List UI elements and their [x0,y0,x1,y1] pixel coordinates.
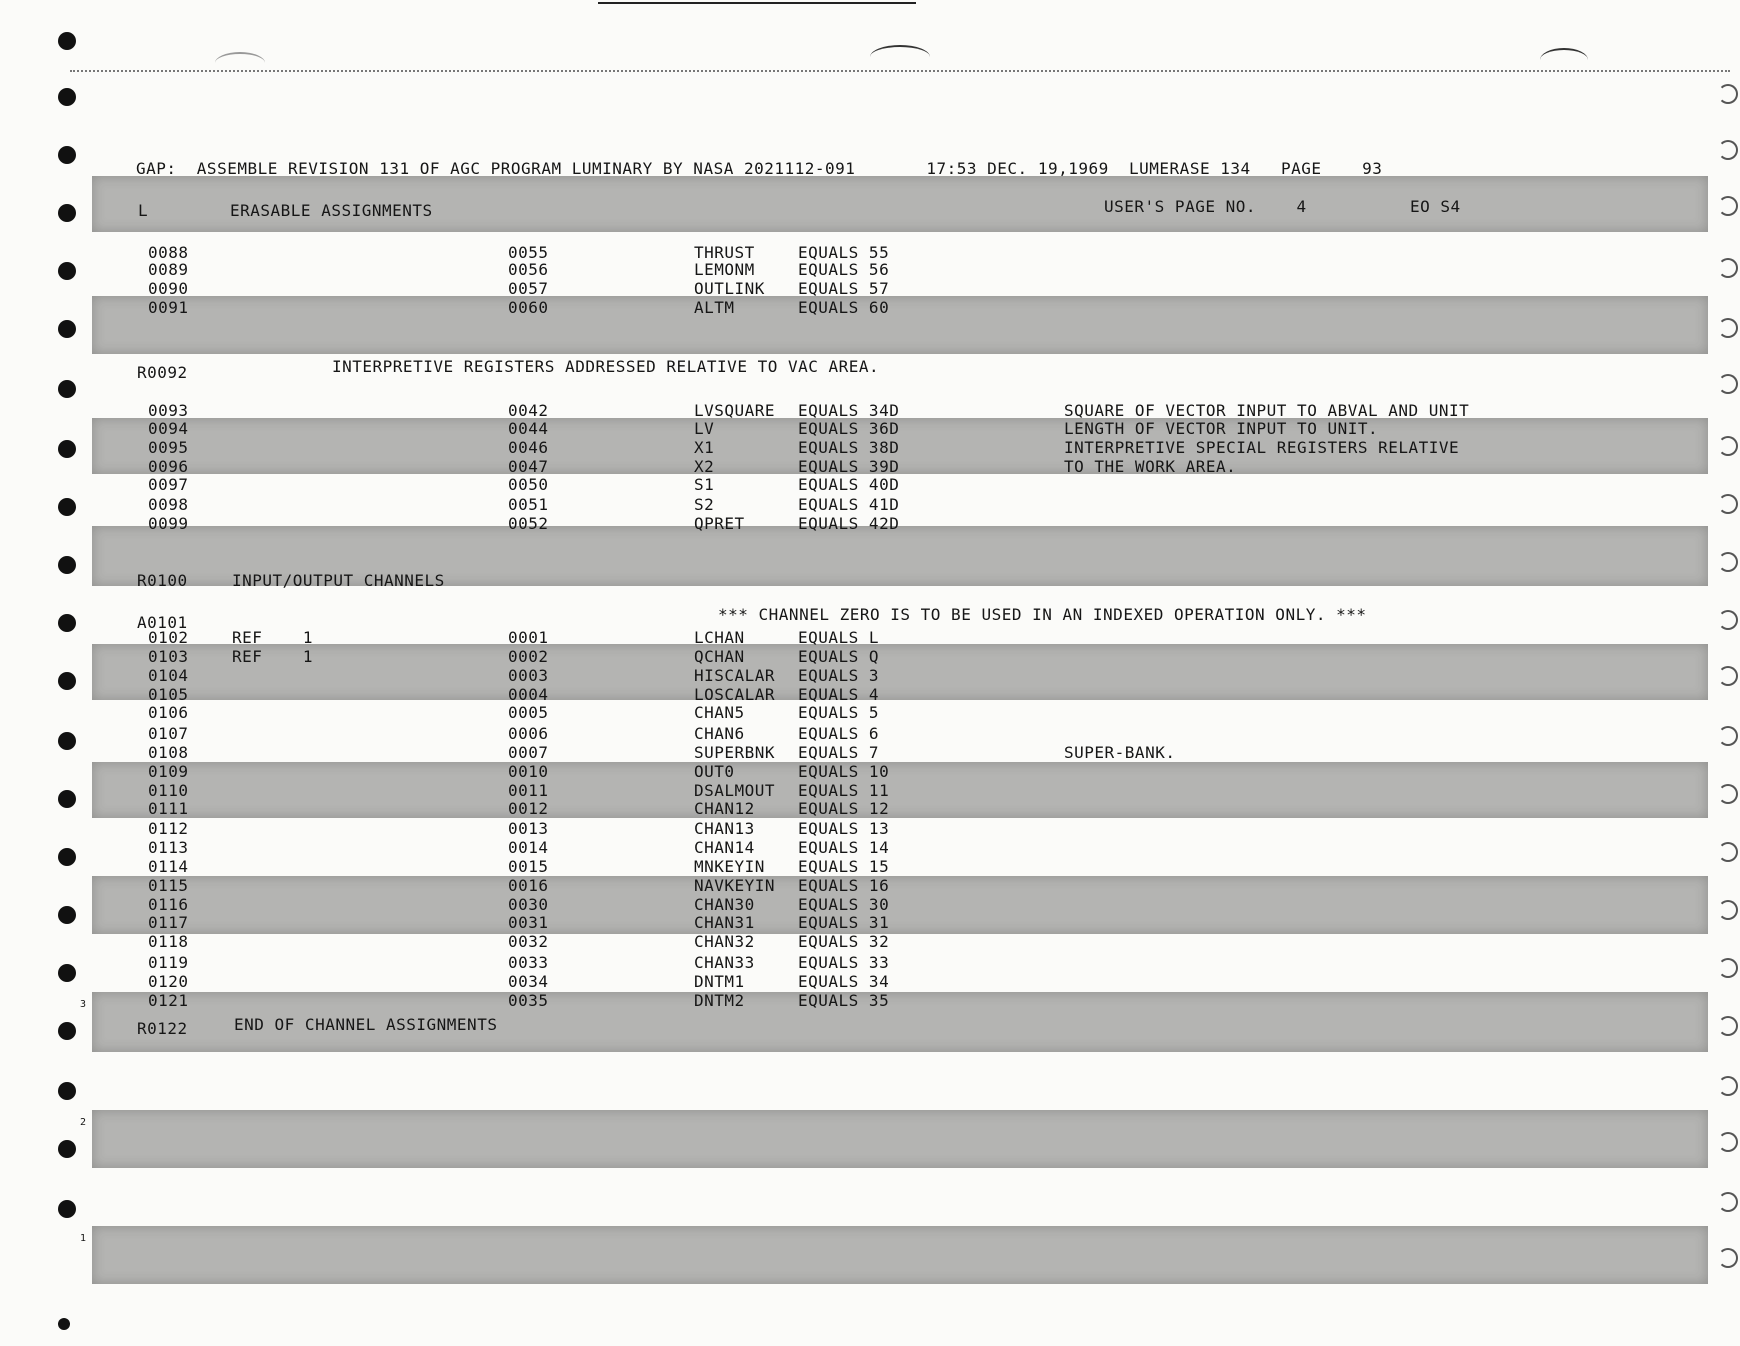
sprocket-hole [58,1082,76,1100]
row-seq: 0094 [148,419,189,438]
row-addr: 0031 [508,913,549,932]
row-label: CHAN12 [694,799,755,818]
sprocket-hole [58,32,76,50]
remark-seq: R0100 [137,571,188,590]
row-op: EQUALS 4 [798,685,880,704]
row-label: X1 [694,438,715,457]
row-label: S1 [694,475,715,494]
row-label: CHAN5 [694,703,745,722]
row-comment: SUPER-BANK. [1064,743,1176,762]
row-comment: TO THE WORK AREA. [1064,457,1237,476]
row-addr: 0056 [508,260,549,279]
row-label: LVSQUARE [694,401,776,420]
row-addr: 0012 [508,799,549,818]
row-seq: 0099 [148,514,189,533]
row-op: EQUALS 57 [798,279,890,298]
row-label: QCHAN [694,647,745,666]
section-label: L [138,201,149,220]
row-addr: 0001 [508,628,549,647]
row-label: QPRET [694,514,745,533]
row-seq: 0113 [148,838,189,857]
row-seq: 0109 [148,762,189,781]
row-seq: 0119 [148,953,189,972]
paper-band [92,644,1708,700]
row-addr: 0060 [508,298,549,317]
page-header: GAP: ASSEMBLE REVISION 131 OF AGC PROGRAM LUMINARY BY NASA 2021112-091 17:53 DEC. 19,1969 LUMERASE 134 PAGE 93 [136,159,1383,178]
row-seq: 0104 [148,666,189,685]
row-seq: 0106 [148,703,189,722]
row-op: EQUALS 39D [798,457,900,476]
sprocket-hole [58,790,76,808]
sprocket-hole-right [1718,1192,1738,1212]
row-label: CHAN33 [694,953,755,972]
sprocket-hole-right [1718,610,1738,630]
row-op: EQUALS 60 [798,298,890,317]
row-addr: 0013 [508,819,549,838]
row-label: MNKEYIN [694,857,765,876]
sprocket-hole [58,1318,70,1330]
sprocket-hole-right [1718,1132,1738,1152]
paper-band [92,418,1708,474]
sprocket-hole-right [1718,494,1738,514]
row-seq: 0095 [148,438,189,457]
sprocket-hole [58,906,76,924]
row-seq: 0103 [148,647,189,666]
paper-band [92,1226,1708,1284]
row-label: LEMONM [694,260,755,279]
sprocket-hole [58,498,76,516]
row-label: CHAN32 [694,932,755,951]
row-op: EQUALS 34D [798,401,900,420]
row-op: EQUALS 56 [798,260,890,279]
sprocket-hole-right [1718,1248,1738,1268]
row-op: EQUALS 12 [798,799,890,818]
remark-text: END OF CHANNEL ASSIGNMENTS [234,1015,498,1034]
row-op: EQUALS 31 [798,913,890,932]
row-op: EQUALS 3 [798,666,880,685]
margin-mark: 3 [80,999,87,1010]
row-label: LV [694,419,715,438]
tear-arc-3 [1540,48,1588,72]
row-label: DNTM1 [694,972,745,991]
row-addr: 0015 [508,857,549,876]
sprocket-hole [58,440,76,458]
row-addr: 0006 [508,724,549,743]
row-seq: 0098 [148,495,189,514]
row-op: EQUALS 42D [798,514,900,533]
top-rule [598,2,916,4]
row-addr: 0047 [508,457,549,476]
row-addr: 0034 [508,972,549,991]
row-op: EQUALS 15 [798,857,890,876]
row-op: EQUALS 38D [798,438,900,457]
row-op: EQUALS 36D [798,419,900,438]
row-addr: 0004 [508,685,549,704]
row-label: CHAN13 [694,819,755,838]
row-addr: 0035 [508,991,549,1010]
row-addr: 0052 [508,514,549,533]
row-seq: 0117 [148,913,189,932]
row-seq: 0107 [148,724,189,743]
row-op: EQUALS L [798,628,880,647]
sprocket-hole [58,672,76,690]
row-label: CHAN30 [694,895,755,914]
row-op: EQUALS 55 [798,243,890,262]
row-seq: 0112 [148,819,189,838]
row-label: LCHAN [694,628,745,647]
row-seq: 0089 [148,260,189,279]
users-page-number: USER'S PAGE NO. 4 [1104,197,1307,216]
row-op: EQUALS 34 [798,972,890,991]
row-label: HISCALAR [694,666,776,685]
row-label: OUTLINK [694,279,765,298]
row-seq: 0115 [148,876,189,895]
remark-seq: R0122 [137,1019,188,1038]
row-op: EQUALS Q [798,647,880,666]
row-label: S2 [694,495,715,514]
sprocket-hole [58,204,76,222]
row-addr: 0044 [508,419,549,438]
remark-text: INPUT/OUTPUT CHANNELS [232,571,445,590]
row-seq: 0093 [148,401,189,420]
remark-seq: R0092 [137,363,188,382]
row-seq: 0088 [148,243,189,262]
row-label: NAVKEYIN [694,876,776,895]
tear-arc-1 [215,52,265,74]
row-addr: 0030 [508,895,549,914]
row-seq: 0097 [148,475,189,494]
row-op: EQUALS 6 [798,724,880,743]
row-op: EQUALS 30 [798,895,890,914]
row-op: EQUALS 14 [798,838,890,857]
perforation-line [70,70,1730,72]
row-comment: INTERPRETIVE SPECIAL REGISTERS RELATIVE [1064,438,1460,457]
section-title: ERASABLE ASSIGNMENTS [230,201,433,220]
row-label: LOSCALAR [694,685,776,704]
eo-marker: EO S4 [1410,197,1461,216]
row-addr: 0033 [508,953,549,972]
sprocket-hole [58,732,76,750]
row-op: EQUALS 10 [798,762,890,781]
row-seq: 0114 [148,857,189,876]
sprocket-hole [58,262,76,280]
row-seq: 0110 [148,781,189,800]
row-addr: 0002 [508,647,549,666]
row-addr: 0046 [508,438,549,457]
sprocket-hole-right [1718,842,1738,862]
row-seq: 0118 [148,932,189,951]
sprocket-hole-right [1718,140,1738,160]
row-addr: 0032 [508,932,549,951]
row-seq: 0091 [148,298,189,317]
row-op: EQUALS 41D [798,495,900,514]
row-addr: 0016 [508,876,549,895]
row-addr: 0057 [508,279,549,298]
row-label: CHAN14 [694,838,755,857]
row-label: CHAN6 [694,724,745,743]
row-label: ALTM [694,298,735,317]
row-ref: REF 1 [232,647,314,666]
row-op: EQUALS 13 [798,819,890,838]
row-seq: 0108 [148,743,189,762]
sprocket-hole-right [1718,318,1738,338]
sprocket-hole [58,88,76,106]
margin-mark: 2 [80,1117,87,1128]
row-label: DNTM2 [694,991,745,1010]
remark-seq: A0101 [137,613,188,632]
sprocket-hole-right [1718,1076,1738,1096]
sprocket-hole [58,1022,76,1040]
sprocket-hole-right [1718,84,1738,104]
sprocket-hole [58,320,76,338]
row-addr: 0011 [508,781,549,800]
row-op: EQUALS 7 [798,743,880,762]
row-label: SUPERBNK [694,743,776,762]
sprocket-hole [58,556,76,574]
sprocket-hole-right [1718,196,1738,216]
row-comment: LENGTH OF VECTOR INPUT TO UNIT. [1064,419,1379,438]
row-seq: 0116 [148,895,189,914]
paper-band [92,296,1708,354]
sprocket-hole [58,380,76,398]
sprocket-hole-right [1718,900,1738,920]
row-comment: SQUARE OF VECTOR INPUT TO ABVAL AND UNIT [1064,401,1470,420]
remark-text: *** CHANNEL ZERO IS TO BE USED IN AN INDEXED OPERATION ONLY. *** [718,605,1367,624]
tear-arc-2 [870,45,930,69]
remark-text: INTERPRETIVE REGISTERS ADDRESSED RELATIVE TO VAC AREA. [332,357,880,376]
sprocket-hole [58,964,76,982]
row-op: EQUALS 32 [798,932,890,951]
sprocket-hole-right [1718,784,1738,804]
row-seq: 0120 [148,972,189,991]
row-op: EQUALS 40D [798,475,900,494]
row-addr: 0014 [508,838,549,857]
row-seq: 0090 [148,279,189,298]
sprocket-hole [58,848,76,866]
row-addr: 0003 [508,666,549,685]
row-op: EQUALS 5 [798,703,880,722]
row-op: EQUALS 11 [798,781,890,800]
row-addr: 0005 [508,703,549,722]
row-op: EQUALS 33 [798,953,890,972]
sprocket-hole [58,1200,76,1218]
sprocket-hole-right [1718,258,1738,278]
sprocket-hole-right [1718,726,1738,746]
row-label: CHAN31 [694,913,755,932]
paper-band [92,1110,1708,1168]
row-label: THRUST [694,243,755,262]
row-addr: 0050 [508,475,549,494]
sprocket-hole-right [1718,436,1738,456]
sprocket-hole-right [1718,374,1738,394]
sprocket-hole [58,1140,76,1158]
row-seq: 0102 [148,628,189,647]
sprocket-hole [58,614,76,632]
row-seq: 0111 [148,799,189,818]
row-seq: 0105 [148,685,189,704]
sprocket-hole [58,146,76,164]
margin-mark: 1 [80,1233,87,1244]
row-seq: 0096 [148,457,189,476]
row-label: X2 [694,457,715,476]
row-addr: 0042 [508,401,549,420]
row-addr: 0010 [508,762,549,781]
sprocket-hole-right [1718,552,1738,572]
row-addr: 0007 [508,743,549,762]
row-label: DSALMOUT [694,781,776,800]
row-op: EQUALS 35 [798,991,890,1010]
row-op: EQUALS 16 [798,876,890,895]
sprocket-hole-right [1718,1016,1738,1036]
sprocket-hole-right [1718,666,1738,686]
row-addr: 0055 [508,243,549,262]
row-ref: REF 1 [232,628,314,647]
paper-band [92,876,1708,934]
sprocket-hole-right [1718,958,1738,978]
paper-band [92,762,1708,818]
row-seq: 0121 [148,991,189,1010]
row-addr: 0051 [508,495,549,514]
row-label: OUT0 [694,762,735,781]
